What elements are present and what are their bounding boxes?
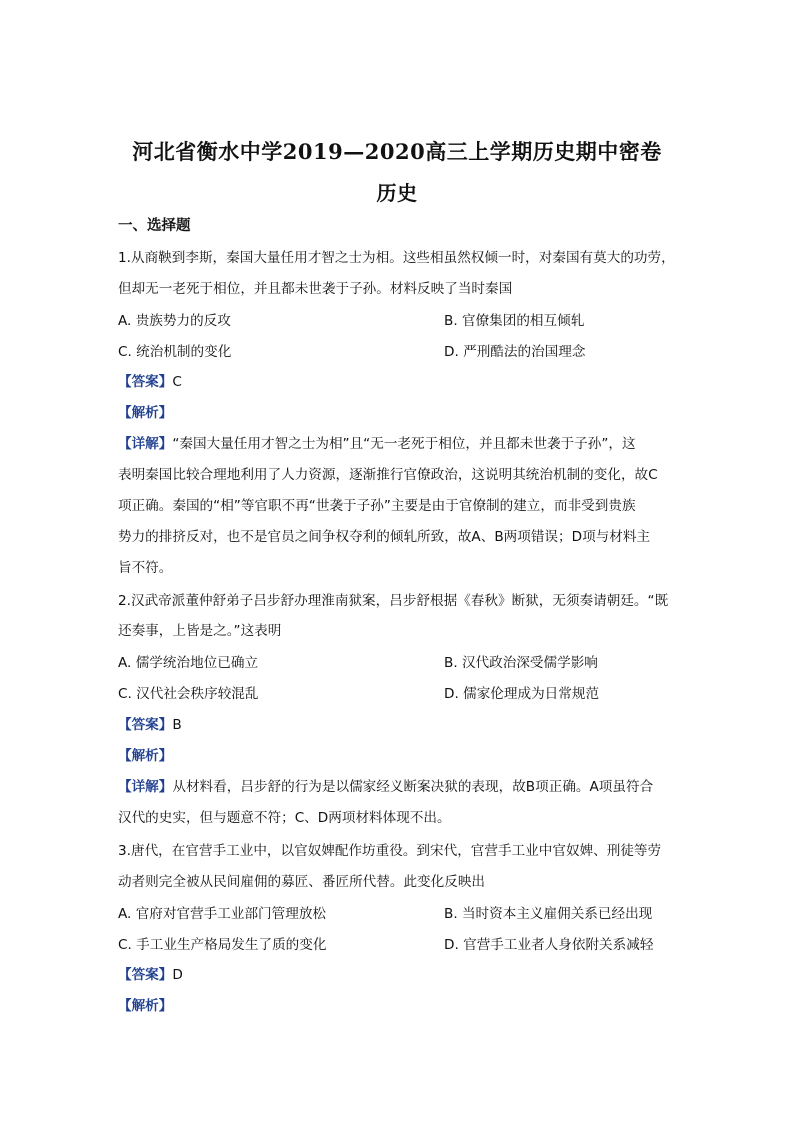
document-title: 河北省衡水中学2019—2020高三上学期历史期中密卷 [132, 139, 662, 164]
q1-detail-line2: 表明秦国比较合理地利用了人力资源，逐渐推行官僚政治，这说明其统治机制的变化，故C [118, 467, 658, 483]
document-subject: 历史 [376, 181, 418, 205]
answer-tag: 【答案】 [118, 717, 173, 733]
answer-value: B [172, 717, 182, 733]
q1-stem-line1: 1.从商鞅到李斯，秦国大量任用才智之士为相。这些相虽然权倾一时，对秦国有莫大的功劳， [118, 250, 675, 266]
answer-value: C [172, 374, 182, 390]
q3-option-d: D. 官营手工业者人身依附关系减轻 [444, 937, 654, 953]
q1-answer [118, 372, 678, 392]
q1-detail-line5: 旨不符。 [118, 560, 173, 576]
q3-answer [118, 965, 678, 985]
q3-stem-line1: 3.唐代，在官营手工业中，以官奴婢配作坊重役。到宋代，官营手工业中官奴婢、刑徒等劳 [118, 843, 662, 859]
analysis-tag: 【解析】 [118, 998, 173, 1014]
q2-option-b: B. 汉代政治深受儒学影响 [444, 655, 598, 671]
q1-analysis-tag [118, 403, 678, 423]
q1-option-a: A. 贵族势力的反攻 [118, 313, 231, 329]
section-heading: 一、选择题 [118, 218, 191, 234]
detail-text: 从材料看，吕步舒的行为是以儒家经义断案决狱的表现，故B项正确。A项虽符合 [172, 779, 654, 795]
q3-option-a: A. 官府对官营手工业部门管理放松 [118, 906, 327, 922]
q3-stem-line2: 动者则完全被从民间雇佣的募匠、番匠所代替。此变化反映出 [118, 874, 486, 890]
q2-stem-line1: 2.汉武帝派董仲舒弟子吕步舒办理淮南狱案，吕步舒根据《春秋》断狱，无须奏请朝廷。“既 [118, 593, 669, 609]
q2-option-d: D. 儒家伦理成为日常规范 [444, 686, 600, 702]
detail-text: “秦国大量任用才智之士为相”且“无一老死于相位，并且都未世袭于子孙”，这 [172, 436, 636, 452]
q1-option-d: D. 严刑酷法的治国理念 [444, 344, 586, 360]
q1-detail-line3: 项正确。秦国的“相”等官职不再“世袭于子孙”主要是由于官僚制的建立，而非受到贵族 [118, 498, 636, 514]
q1-option-b: B. 官僚集团的相互倾轧 [444, 313, 585, 329]
answer-value: D [172, 967, 183, 983]
detail-tag: 【详解】 [118, 436, 173, 452]
analysis-tag: 【解析】 [118, 405, 173, 421]
q1-detail-line1 [118, 434, 678, 454]
q2-analysis-tag [118, 746, 678, 766]
q3-option-c: C. 手工业生产格局发生了质的变化 [118, 937, 327, 953]
answer-tag: 【答案】 [118, 374, 173, 390]
q3-analysis-tag [118, 996, 678, 1016]
q2-answer [118, 715, 678, 735]
q2-stem-line2: 还奏事，上皆是之。”这表明 [118, 623, 282, 639]
q1-detail-line4: 势力的排挤反对，也不是官员之间争权夺利的倾轧所致，故A、B两项错误；D项与材料主 [118, 529, 651, 545]
q2-detail-line1 [118, 777, 678, 797]
analysis-tag: 【解析】 [118, 748, 173, 764]
q2-option-a: A. 儒学统治地位已确立 [118, 655, 259, 671]
q3-option-b: B. 当时资本主义雇佣关系已经出现 [444, 906, 653, 922]
q1-stem-line2: 但却无一老死于相位，并且都未世袭于子孙。材料反映了当时秦国 [118, 281, 513, 297]
q2-option-c: C. 汉代社会秩序较混乱 [118, 686, 259, 702]
q2-detail-line2: 汉代的史实，但与题意不符；C、D两项材料体现不出。 [118, 810, 451, 826]
answer-tag: 【答案】 [118, 967, 173, 983]
detail-tag: 【详解】 [118, 779, 173, 795]
q1-option-c: C. 统治机制的变化 [118, 344, 232, 360]
